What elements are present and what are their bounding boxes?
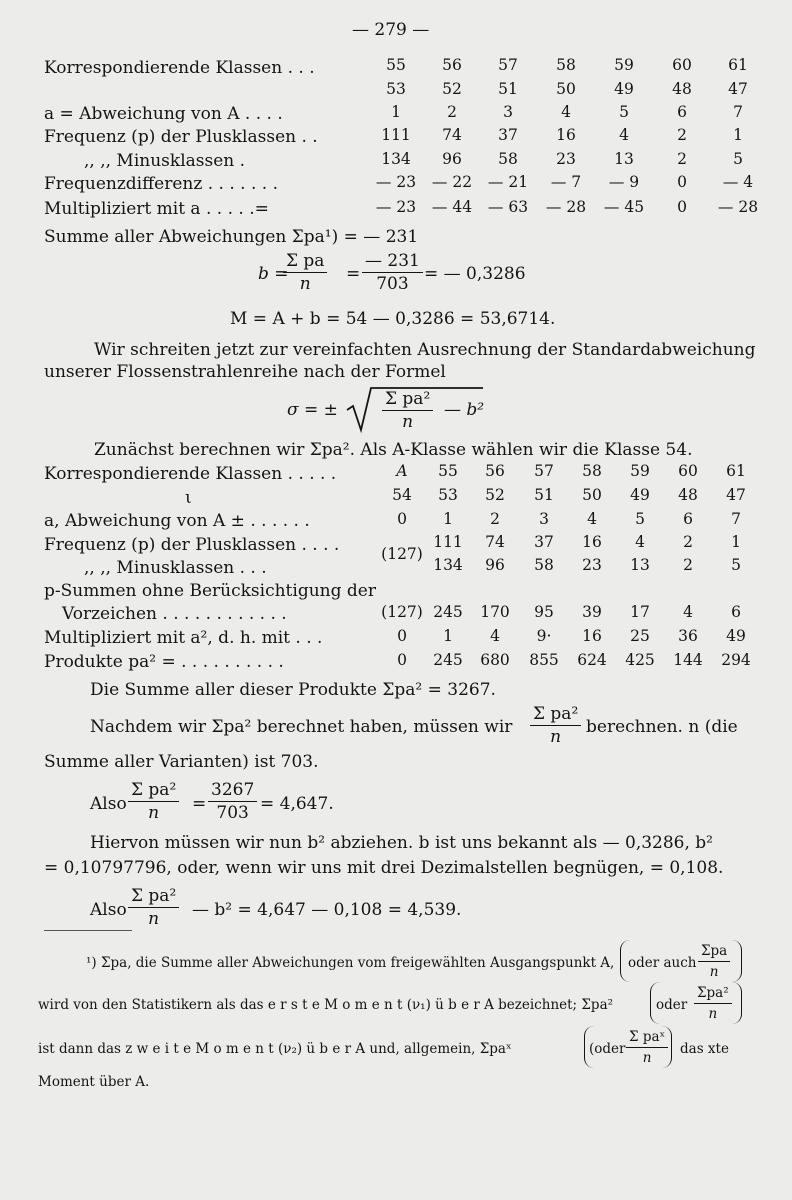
table-cell: 49 <box>614 80 634 98</box>
table-cell: 57 <box>534 462 554 480</box>
paragraph-line: Wir schreiten jetzt zur vereinfachten Ausrechnung der Standardabweichung <box>94 340 756 360</box>
table-cell: 52 <box>485 486 505 504</box>
table2-row-label: Korrespondierende Klassen . . . . . <box>44 464 337 484</box>
table-cell: 25 <box>630 627 650 645</box>
table-cell: — 23 <box>375 198 417 216</box>
table-cell: 2 <box>683 556 693 574</box>
table-cell: 5 <box>733 150 743 168</box>
fraction-denominator: n <box>148 909 160 929</box>
table-cell: 2 <box>490 510 500 528</box>
table-cell: 1 <box>391 103 401 121</box>
table-cell: — 44 <box>431 198 473 216</box>
table-cell: 3 <box>539 510 549 528</box>
table-cell: 1 <box>731 533 741 551</box>
table2-row-label: ι <box>185 488 192 508</box>
table-cell: — 28 <box>545 198 587 216</box>
table-cell: 4 <box>683 603 693 621</box>
also1-rhs: = 4,647. <box>260 794 334 814</box>
footnote-fraction <box>626 1028 668 1067</box>
table-cell: 51 <box>498 80 518 98</box>
table-cell: 4 <box>490 627 500 645</box>
table-cell: 47 <box>728 80 748 98</box>
table-cell: 74 <box>442 126 462 144</box>
table-cell: 74 <box>485 533 505 551</box>
table-cell: — 22 <box>431 173 473 191</box>
fraction-numerator: Σ pa² <box>128 886 179 908</box>
table1-row-label: Multipliziert mit a . . . . .= <box>44 199 269 219</box>
fraction-numerator: Σ paˣ <box>626 1028 668 1048</box>
table-cell: 39 <box>582 603 602 621</box>
table-cell: 58 <box>582 462 602 480</box>
table2-row-label: ,, ,, Minusklassen . . . <box>84 558 267 578</box>
fraction-denominator: n <box>642 1050 652 1066</box>
table1-row-label: Frequenzdifferenz . . . . . . . <box>44 174 278 194</box>
sum-of-products: Die Summe aller dieser Produkte Σpa² = 3267. <box>90 680 496 700</box>
table1-row-label: Frequenz (p) der Plusklassen . . <box>44 127 318 147</box>
fraction-numerator: Σpa <box>698 942 730 962</box>
table-cell: — 9 <box>608 173 640 191</box>
paragraph-line: Hiervon müssen wir nun b² abziehen. b ist uns bekannt als — 0,3286, b² <box>90 833 713 853</box>
table-cell: 57 <box>498 56 518 74</box>
table-cell: — 4 <box>722 173 754 191</box>
table-cell: 53 <box>386 80 406 98</box>
table-cell: 111 <box>433 533 463 551</box>
table-cell: 245 <box>433 651 463 669</box>
table2-row-label: Frequenz (p) der Plusklassen . . . . <box>44 535 340 555</box>
para3-line2: Summe aller Varianten) ist 703. <box>44 752 319 772</box>
table-cell-reference: 0 <box>397 651 407 669</box>
fraction-denominator: n <box>708 1006 718 1022</box>
table-cell: 7 <box>731 510 741 528</box>
table-cell: 48 <box>672 80 692 98</box>
table-cell: 170 <box>480 603 510 621</box>
table-cell: 58 <box>498 150 518 168</box>
fraction-numerator: Σ pa <box>283 251 327 273</box>
table-cell: 16 <box>582 627 602 645</box>
table-cell: 52 <box>442 80 462 98</box>
footnote-paren-text: oder auch <box>628 955 697 971</box>
table-cell: 60 <box>672 56 692 74</box>
footnote-line-end: das xte <box>680 1041 729 1057</box>
table-cell: 5 <box>731 556 741 574</box>
paragraph-line: Zunächst berechnen wir Σpa². Als A-Klasse wählen wir die Klasse 54. <box>94 440 693 460</box>
table-cell: — 21 <box>487 173 529 191</box>
table-cell: 50 <box>582 486 602 504</box>
table-cell: 4 <box>561 103 571 121</box>
table-cell: 23 <box>556 150 576 168</box>
also1-fraction-2 <box>208 780 257 823</box>
table-cell-reference: 0 <box>397 627 407 645</box>
fraction-numerator: Σ pa² <box>382 389 433 411</box>
table-cell: 13 <box>614 150 634 168</box>
table-cell: 1 <box>443 510 453 528</box>
table-cell: — 45 <box>603 198 645 216</box>
fraction-denominator: n <box>148 803 160 823</box>
footnote-fraction <box>694 984 732 1023</box>
fraction-numerator: Σ pa² <box>128 780 179 802</box>
table-cell: 2 <box>677 126 687 144</box>
footnote-paren-text: oder <box>656 997 688 1013</box>
table-cell: 96 <box>442 150 462 168</box>
footnote-rule <box>44 930 132 931</box>
eq-b-fraction-1 <box>283 251 327 294</box>
fraction-numerator: Σpa² <box>694 984 732 1004</box>
table-cell: 6 <box>677 103 687 121</box>
table-cell: 2 <box>677 150 687 168</box>
table-cell: 2 <box>447 103 457 121</box>
table-cell: 5 <box>619 103 629 121</box>
table-cell: 680 <box>480 651 510 669</box>
table-cell: 17 <box>630 603 650 621</box>
fraction-denominator: n <box>550 727 562 747</box>
fraction-numerator: — 231 <box>362 251 423 273</box>
table-cell-reference: A <box>396 462 408 480</box>
also-label: Also <box>90 794 127 814</box>
table-cell: 2 <box>683 533 693 551</box>
table2-row-label: Produkte pa² = . . . . . . . . . . <box>44 652 284 672</box>
table-cell: 3 <box>503 103 513 121</box>
table-cell: 16 <box>582 533 602 551</box>
table-cell-reference: 54 <box>392 486 412 504</box>
table-cell: 134 <box>433 556 463 574</box>
table1-row-label: a = Abweichung von A . . . . <box>44 104 283 124</box>
table-cell: 16 <box>556 126 576 144</box>
table-cell: 0 <box>677 173 687 191</box>
table-cell: — 7 <box>550 173 582 191</box>
para3-after: berechnen. n (die <box>586 717 738 737</box>
footnote-paren-text: (oder <box>589 1041 626 1057</box>
also1-equals: = <box>192 794 207 814</box>
eq-b-rhs: = — 0,3286 <box>424 264 526 284</box>
table-cell: 6 <box>731 603 741 621</box>
eq-sigma-lhs: σ = ± <box>287 400 338 420</box>
table-cell: 37 <box>534 533 554 551</box>
also-label: Also <box>90 900 127 920</box>
also1-fraction-1 <box>128 780 179 823</box>
table-cell: 59 <box>614 56 634 74</box>
table-cell: 60 <box>678 462 698 480</box>
table-cell: 0 <box>677 198 687 216</box>
table-cell: 5 <box>635 510 645 528</box>
footnote-fraction <box>698 942 730 981</box>
eq-b-lhs: b = <box>258 264 289 284</box>
table-cell: 111 <box>381 126 411 144</box>
table-cell: 245 <box>433 603 463 621</box>
table2-row-label: p-Summen ohne Berücksichtigung der <box>44 581 376 601</box>
table-cell-reference: (127) <box>381 545 423 563</box>
fraction-denominator: 703 <box>216 803 249 823</box>
eq-b-fraction-2 <box>362 251 423 294</box>
table-cell: 36 <box>678 627 698 645</box>
table-cell: 144 <box>673 651 703 669</box>
eq-sigma-fraction <box>382 389 433 432</box>
table-cell: 50 <box>556 80 576 98</box>
table2-row-label: Multipliziert mit a², d. h. mit . . . <box>44 628 323 648</box>
table-cell: 624 <box>577 651 607 669</box>
footnote-line: ist dann das z w e i t e M o m e n t (ν₂) ü b e r A und, allgemein, Σpaˣ <box>38 1041 512 1057</box>
table-cell: 855 <box>529 651 559 669</box>
table-cell: 58 <box>556 56 576 74</box>
table-cell: 49 <box>630 486 650 504</box>
table-cell: 59 <box>630 462 650 480</box>
table-cell: — 28 <box>717 198 759 216</box>
table-cell: 56 <box>442 56 462 74</box>
para3-fraction <box>530 704 581 747</box>
fraction-denominator: n <box>299 274 311 294</box>
footnote-line: Moment über A. <box>38 1074 150 1090</box>
footnote-line: wird von den Statistikern als das e r s t e M o m e n t (ν₁) ü b e r A bezeichnet; Σpa² <box>38 997 614 1013</box>
sum-of-deviations: Summe aller Abweichungen Σpa¹) = — 231 <box>44 227 419 247</box>
table-cell: 7 <box>733 103 743 121</box>
table-cell: 4 <box>635 533 645 551</box>
table-cell: 61 <box>728 56 748 74</box>
table-cell: 53 <box>438 486 458 504</box>
table-cell: — 23 <box>375 173 417 191</box>
fraction-denominator: n <box>402 412 414 432</box>
para3-before: Nachdem wir Σpa² berechnet haben, müssen wir <box>90 717 513 737</box>
table-cell: 55 <box>386 56 406 74</box>
table-cell: 56 <box>485 462 505 480</box>
table-cell: 55 <box>438 462 458 480</box>
table-cell: 49 <box>726 627 746 645</box>
table-cell: 95 <box>534 603 554 621</box>
table-cell-reference: 0 <box>397 510 407 528</box>
table-cell: 51 <box>534 486 554 504</box>
fraction-numerator: 3267 <box>208 780 257 802</box>
eq-sigma-rhs: — b² <box>444 400 485 420</box>
fraction-denominator: n <box>709 964 719 980</box>
paragraph-line: unserer Flossenstrahlenreihe nach der Formel <box>44 362 446 382</box>
table-cell: — 63 <box>487 198 529 216</box>
table-cell: 23 <box>582 556 602 574</box>
fraction-numerator: Σ pa² <box>530 704 581 726</box>
table-cell: 4 <box>619 126 629 144</box>
table1-row-label: Korrespondierende Klassen . . . <box>44 58 315 78</box>
table-cell: 425 <box>625 651 655 669</box>
eq-b-equals: = <box>346 264 361 284</box>
table-cell: 9· <box>536 627 552 645</box>
table-cell: 4 <box>587 510 597 528</box>
table1-row-label: ,, ,, Minusklassen . <box>84 151 246 171</box>
table-cell: 48 <box>678 486 698 504</box>
table-cell: 58 <box>534 556 554 574</box>
also2-fraction <box>128 886 179 929</box>
table-cell-reference: (127) <box>381 603 423 621</box>
table-cell: 6 <box>683 510 693 528</box>
table-cell: 13 <box>630 556 650 574</box>
table-cell: 134 <box>381 150 411 168</box>
page-number: — 279 — <box>352 20 430 40</box>
paragraph-line: = 0,10797796, oder, wenn wir uns mit drei Dezimalstellen begnügen, = 0,108. <box>44 858 724 878</box>
table-cell: 1 <box>443 627 453 645</box>
fraction-denominator: 703 <box>376 274 409 294</box>
table-cell: 294 <box>721 651 751 669</box>
table2-row-label: Vorzeichen . . . . . . . . . . . . <box>62 604 287 624</box>
table-cell: 1 <box>733 126 743 144</box>
table-cell: 37 <box>498 126 518 144</box>
table-cell: 47 <box>726 486 746 504</box>
also2-rhs: — b² = 4,647 — 0,108 = 4,539. <box>192 900 462 920</box>
footnote-line: ¹) Σpa, die Summe aller Abweichungen vom freigewählten Ausgangspunkt A, <box>86 955 615 971</box>
table-cell: 96 <box>485 556 505 574</box>
table-cell: 61 <box>726 462 746 480</box>
table2-row-label: a, Abweichung von A ± . . . . . . <box>44 511 310 531</box>
equation-mean: M = A + b = 54 — 0,3286 = 53,6714. <box>230 309 556 329</box>
